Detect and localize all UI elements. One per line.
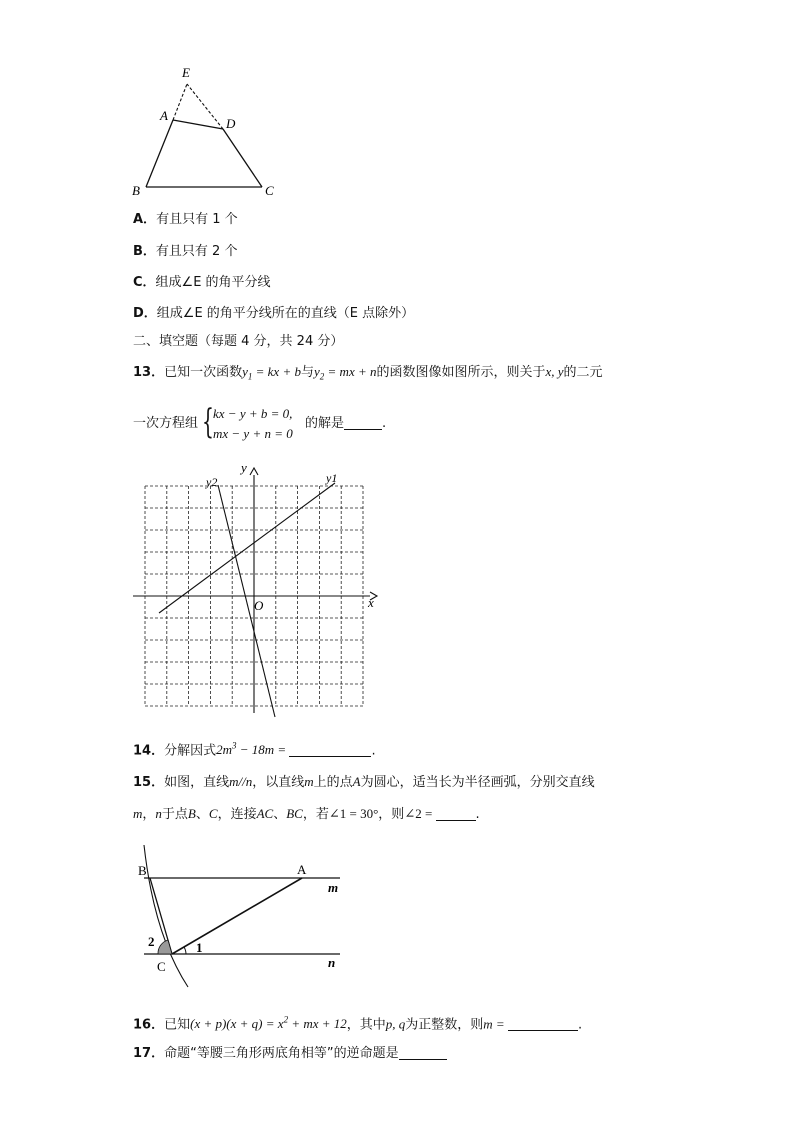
angle-1-mark <box>184 947 186 954</box>
label-one: 1 <box>196 940 203 955</box>
label-y-axis: y <box>241 460 247 475</box>
dashed-de <box>187 84 223 129</box>
option-text: 有且只有 1 个 <box>156 212 238 227</box>
label-y1: y1 <box>326 471 338 485</box>
edge-ab <box>146 120 173 187</box>
q13-f1: $y_1$ = kx + b <box>242 364 301 382</box>
edge-ad <box>173 120 223 129</box>
quadrilateral-figure <box>120 60 290 205</box>
answer-blank[interactable] <box>508 1016 578 1031</box>
q14-expr: $2m^3 - 18m$ = <box>216 741 290 758</box>
label-m: m <box>328 880 339 895</box>
q14: 14．分解因式$2m^3 - 18m$ = . <box>133 741 376 759</box>
q16: 16．已知$(x + p)(x + q) = x^2$ + mx + 12，其中p, q为正整数，则m = . <box>133 1015 583 1033</box>
question-number: 16． <box>133 1017 165 1033</box>
q13-text-b: 的函数图像如图所示，则关于 <box>376 365 546 380</box>
arc-from-a <box>144 845 188 987</box>
line-y1 <box>159 483 335 613</box>
option-letter: D． <box>133 306 157 321</box>
q17: 17．命题“等腰三角形两底角相等”的逆命题是 <box>133 1045 447 1063</box>
option-text: 有且只有 2 个 <box>155 244 238 259</box>
option-letter: A． <box>133 212 157 227</box>
option-a <box>133 211 238 229</box>
dashed-ae <box>173 84 187 120</box>
q13-eq2: mx − y + n = 0 <box>213 426 293 441</box>
question-number: 15． <box>133 775 165 790</box>
label-n: n <box>328 955 336 970</box>
y-axis-arrow <box>250 468 258 475</box>
q13-conn: 与 <box>300 365 314 380</box>
option-b <box>133 243 237 261</box>
q15-figure <box>130 835 360 990</box>
label-x-axis: x <box>368 595 374 610</box>
q13-line1 <box>133 363 603 386</box>
q15-line1: 15．如图，直线m//n，以直线m上的点A为圆心，适当长为半径画弧，分别交直线 <box>133 774 595 790</box>
label-origin: O <box>254 598 264 613</box>
brace-icon: { <box>202 402 214 442</box>
q13-text-c: 的二元 <box>563 365 603 380</box>
label-b: B <box>138 863 147 878</box>
q13-eq1: kx − y + b = 0, <box>213 406 293 421</box>
option-text: 组成∠E 的角平分线所在的直线（E 点除外） <box>156 306 415 321</box>
question-number: 17． <box>133 1046 165 1061</box>
option-text: 组成∠E 的角平分线 <box>155 275 271 290</box>
option-letter: C． <box>133 275 156 290</box>
q13-f2: $y_2$ = mx + n <box>314 364 377 382</box>
label-a: A <box>297 862 307 877</box>
label-c: C <box>157 959 166 974</box>
q13-text-e: 的解是 . <box>305 416 387 431</box>
angle-2-mark <box>158 940 172 954</box>
answer-blank[interactable] <box>344 415 382 430</box>
label-e: E <box>182 65 190 80</box>
q13-vars: x, y <box>545 364 564 379</box>
label-d: D <box>226 116 236 131</box>
label-a: A <box>160 108 168 123</box>
q13-graph <box>130 455 380 720</box>
label-two: 2 <box>148 934 155 949</box>
q13-text-d: 一次方程组 <box>133 416 199 431</box>
label-c: C <box>265 183 274 198</box>
question-number: 14． <box>133 743 165 759</box>
option-d <box>133 305 414 323</box>
segment-ac <box>172 878 302 954</box>
answer-blank[interactable] <box>399 1045 447 1060</box>
answer-blank[interactable] <box>289 742 371 757</box>
q15-line2: m，n于点B、C，连接AC、BC，若∠1 = 30°，则∠2 = . <box>133 806 480 822</box>
label-b: B <box>132 183 140 198</box>
q13-text: 已知一次函数 <box>164 365 243 380</box>
answer-blank[interactable] <box>436 806 476 821</box>
q16-expr: $(x + p)(x + q) = x^2$ + mx + 12 <box>190 1015 347 1032</box>
edge-dc <box>223 129 262 187</box>
option-c <box>133 274 271 292</box>
q14-text: 分解因式 <box>164 743 217 759</box>
line-y2 <box>218 485 275 717</box>
section-title: 二、填空题（每题 4 分，共 24 分） <box>133 334 344 349</box>
label-y2: y2 <box>206 475 218 489</box>
question-number: 13． <box>133 365 165 380</box>
option-letter: B． <box>133 244 156 259</box>
